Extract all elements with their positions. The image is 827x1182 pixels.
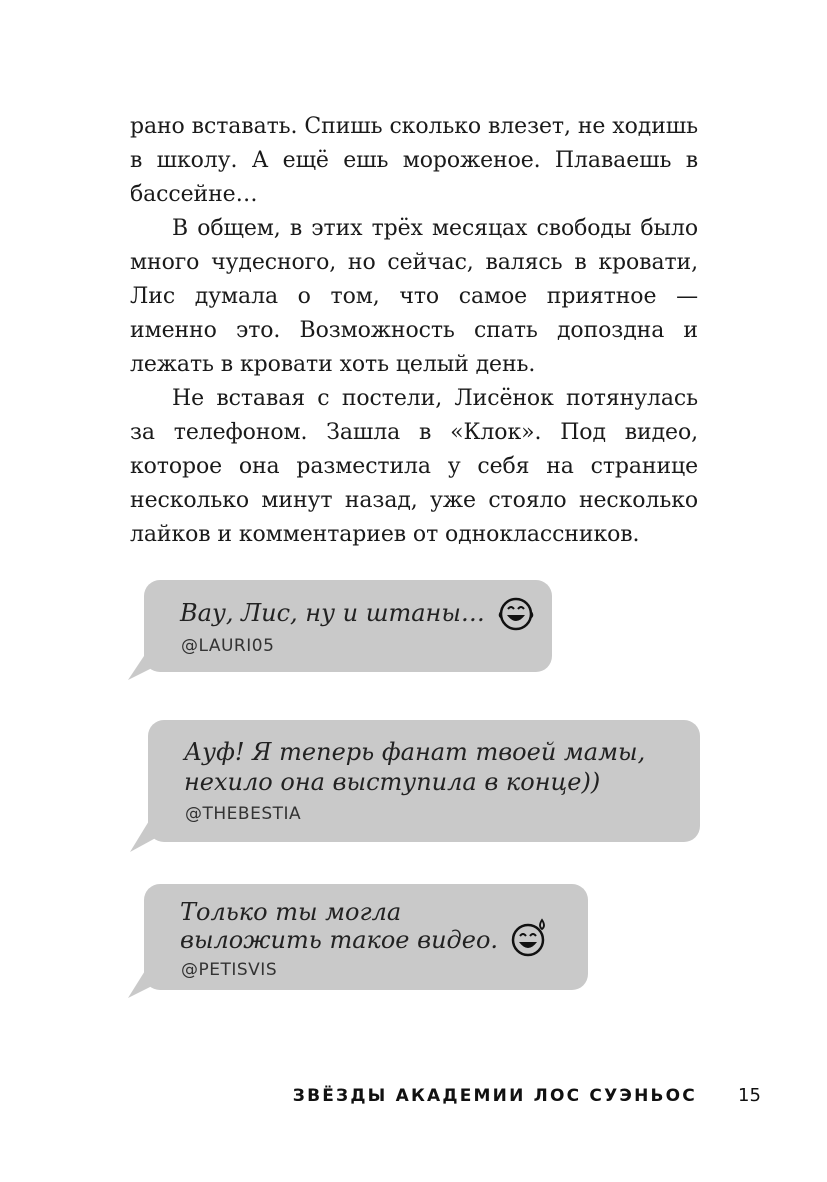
comment-text: Только ты могла (180, 898, 402, 926)
paragraph: В общем, в этих трёх месяцах свободы было много чудесного, но сейчас, валясь в кровати, Лис думала о том, что самое приятное — именно это. Возможность спать допоздна и лежать в кровати хоть целый день. (130, 216, 698, 377)
paragraph: рано вставать. Спишь сколько влезет, не ходишь в школу. А ещё ешь мороженое. Плаваешь в бассейне… (130, 114, 698, 207)
comment-handle: @THEBESTIA (185, 804, 302, 824)
laughing-tears-icon (496, 594, 536, 634)
comment-text: Вау, Лис, ну и штаны… (180, 599, 485, 627)
comment-text: Ауф! Я теперь фанат твоей мамы, (184, 738, 646, 766)
comment-handle: @LAURI05 (181, 636, 275, 656)
running-footer-title: ЗВЁЗДЫ АКАДЕМИИ ЛОС СУЭНЬОС (292, 1086, 697, 1106)
comment-text: выложить такое видео. (180, 926, 499, 954)
paragraph: Не вставая с постели, Лисёнок потянулась за телефоном. Зашла в «Клок». Под видео, которое она разместила у себя на странице несколько минут назад, уже стояло несколько лайков и комментариев от одноклассников. (130, 386, 698, 547)
comment-text: нехило она выступила в конце)) (184, 768, 601, 796)
page-number: 15 (738, 1085, 761, 1106)
body-text (130, 110, 698, 552)
sweat-smile-icon (506, 916, 550, 960)
comment-handle: @PETISVIS (181, 960, 278, 980)
